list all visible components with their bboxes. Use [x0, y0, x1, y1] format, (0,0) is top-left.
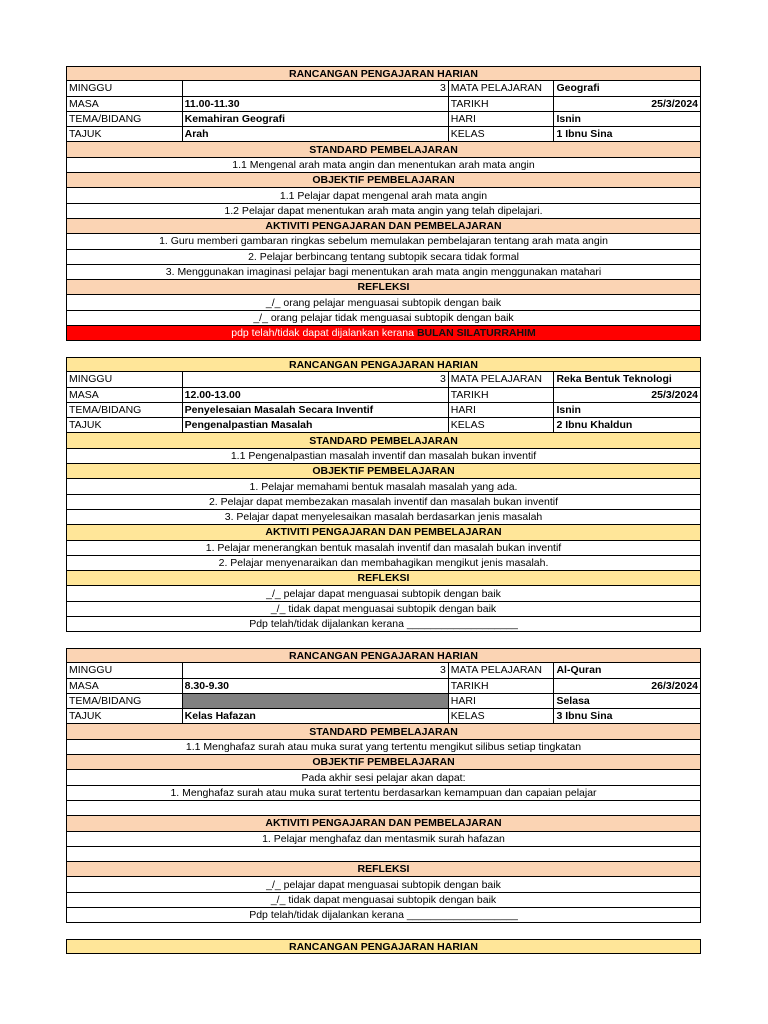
lesson-plan-4	[66, 939, 701, 954]
refleksi-item: _/_ pelajar dapat menguasai subtopik dengan baik	[66, 586, 701, 601]
mata-pelajaran-label: MATA PELAJARAN	[449, 663, 555, 677]
plan-title: RANCANGAN PENGAJARAN HARIAN	[66, 357, 701, 372]
minggu-label: MINGGU	[67, 81, 183, 95]
aktiviti-item: 2. Pelajar berbincang tentang subtopik secara tidak formal	[66, 250, 701, 265]
objektif-item-blank	[66, 801, 701, 816]
aktiviti-item-blank	[66, 847, 701, 862]
plan-title: RANCANGAN PENGAJARAN HARIAN	[66, 648, 701, 663]
hari-value: Isnin	[556, 404, 581, 417]
tarikh-value: 25/3/2024	[651, 97, 698, 110]
mata-pelajaran-label: MATA PELAJARAN	[449, 372, 555, 386]
objektif-item: 1.2 Pelajar dapat menentukan arah mata angin yang telah dipelajari.	[66, 204, 701, 219]
pdp-note: Pdp telah/tidak dijalankan kerana ___________________	[66, 617, 701, 632]
standard-heading: STANDARD PEMBELAJARAN	[66, 142, 701, 157]
aktiviti-heading: AKTIVITI PENGAJARAN DAN PEMBELAJARAN	[66, 219, 701, 234]
refleksi-item: _/_ tidak dapat menguasai subtopik dengan baik	[66, 893, 701, 908]
lesson-plan-1	[66, 66, 701, 341]
refleksi-item: _/_ orang pelajar menguasai subtopik dengan baik	[66, 295, 701, 310]
aktiviti-item: 1. Guru memberi gambaran ringkas sebelum memulakan pembelajaran tentang arah mata angin	[66, 234, 701, 249]
objektif-item: 1. Menghafaz surah atau muka surat tertentu berdasarkan kemampuan dan capaian pelajar	[66, 786, 701, 801]
masa-value: 11.00-11.30	[183, 97, 449, 111]
tarikh-label: TARIKH	[449, 679, 555, 693]
minggu-label: MINGGU	[67, 372, 183, 386]
tema-value	[183, 694, 449, 708]
tarikh-value: 26/3/2024	[651, 679, 698, 692]
standard-item: 1.1 Pengenalpastian masalah inventif dan masalah bukan inventif	[66, 449, 701, 464]
kelas-value: 3 Ibnu Sina	[556, 710, 613, 723]
objektif-heading: OBJEKTIF PEMBELAJARAN	[66, 755, 701, 770]
refleksi-heading: REFLEKSI	[66, 862, 701, 877]
minggu-label: MINGGU	[67, 663, 183, 677]
mata-pelajaran-value: Geografi	[556, 82, 600, 95]
kelas-label: KELAS	[449, 418, 555, 432]
kelas-value: 2 Ibnu Khaldun	[556, 419, 633, 432]
tarikh-label: TARIKH	[449, 388, 555, 402]
kelas-label: KELAS	[449, 709, 555, 723]
objektif-item: 2. Pelajar dapat membezakan masalah inventif dan masalah bukan inventif	[66, 495, 701, 510]
minggu-value: 3	[183, 81, 449, 95]
tema-value: Kemahiran Geografi	[183, 112, 449, 126]
tajuk-value: Kelas Hafazan	[183, 709, 449, 723]
standard-heading: STANDARD PEMBELAJARAN	[66, 433, 701, 448]
refleksi-item: _/_ pelajar dapat menguasai subtopik dengan baik	[66, 877, 701, 892]
refleksi-heading: REFLEKSI	[66, 280, 701, 295]
standard-item: 1.1 Menghafaz surah atau muka surat yang tertentu mengikut silibus setiap tingkatan	[66, 740, 701, 755]
kelas-label: KELAS	[449, 127, 555, 141]
refleksi-item: _/_ tidak dapat menguasai subtopik dengan baik	[66, 602, 701, 617]
refleksi-heading: REFLEKSI	[66, 571, 701, 586]
objektif-item: 3. Pelajar dapat menyelesaikan masalah berdasarkan jenis masalah	[66, 510, 701, 525]
tarikh-value: 25/3/2024	[651, 388, 698, 401]
mata-pelajaran-value: Reka Bentuk Teknologi	[556, 373, 672, 386]
standard-item: 1.1 Mengenal arah mata angin dan menentukan arah mata angin	[66, 158, 701, 173]
kelas-value: 1 Ibnu Sina	[556, 128, 613, 141]
hari-label: HARI	[449, 403, 555, 417]
masa-label: MASA	[67, 388, 183, 402]
tema-value: Penyelesaian Masalah Secara Inventif	[183, 403, 449, 417]
tajuk-label: TAJUK	[67, 709, 183, 723]
hari-label: HARI	[449, 694, 555, 708]
aktiviti-heading: AKTIVITI PENGAJARAN DAN PEMBELAJARAN	[66, 816, 701, 831]
tarikh-label: TARIKH	[449, 97, 555, 111]
tema-label: TEMA/BIDANG	[67, 403, 183, 417]
hari-label: HARI	[449, 112, 555, 126]
masa-label: MASA	[67, 679, 183, 693]
tema-label: TEMA/BIDANG	[67, 112, 183, 126]
tajuk-label: TAJUK	[67, 418, 183, 432]
objektif-heading: OBJEKTIF PEMBELAJARAN	[66, 173, 701, 188]
objektif-item: Pada akhir sesi pelajar akan dapat:	[66, 770, 701, 785]
objektif-item: 1. Pelajar memahami bentuk masalah masalah yang ada.	[66, 479, 701, 494]
objektif-item: 1.1 Pelajar dapat mengenal arah mata angin	[66, 188, 701, 203]
minggu-value: 3	[183, 663, 449, 677]
masa-value: 8.30-9.30	[183, 679, 449, 693]
lesson-plan-3	[66, 648, 701, 923]
minggu-value: 3	[183, 372, 449, 386]
pdp-note-reason: BULAN SILATURRAHIM	[416, 327, 536, 340]
tema-label: TEMA/BIDANG	[67, 694, 183, 708]
aktiviti-item: 3. Menggunakan imaginasi pelajar bagi menentukan arah mata angin menggunakan matahari	[66, 265, 701, 280]
plan-title: RANCANGAN PENGAJARAN HARIAN	[66, 939, 701, 954]
hari-value: Isnin	[556, 113, 581, 126]
tajuk-value: Pengenalpastian Masalah	[183, 418, 449, 432]
aktiviti-item: 2. Pelajar menyenaraikan dan membahagikan mengikut jenis masalah.	[66, 556, 701, 571]
plan-title: RANCANGAN PENGAJARAN HARIAN	[66, 66, 701, 81]
tajuk-value: Arah	[183, 127, 449, 141]
masa-label: MASA	[67, 97, 183, 111]
refleksi-item: _/_ orang pelajar tidak menguasai subtopik dengan baik	[66, 311, 701, 326]
mata-pelajaran-label: MATA PELAJARAN	[449, 81, 555, 95]
pdp-note-text: pdp telah/tidak dapat dijalankan kerana	[231, 327, 414, 340]
masa-value: 12.00-13.00	[183, 388, 449, 402]
aktiviti-item: 1. Pelajar menerangkan bentuk masalah inventif dan masalah bukan inventif	[66, 541, 701, 556]
objektif-heading: OBJEKTIF PEMBELAJARAN	[66, 464, 701, 479]
mata-pelajaran-value: Al-Quran	[556, 664, 602, 677]
pdp-note	[66, 326, 701, 341]
lesson-plan-2	[66, 357, 701, 632]
standard-heading: STANDARD PEMBELAJARAN	[66, 724, 701, 739]
aktiviti-item: 1. Pelajar menghafaz dan mentasmik surah hafazan	[66, 832, 701, 847]
tajuk-label: TAJUK	[67, 127, 183, 141]
hari-value: Selasa	[556, 695, 590, 708]
pdp-note: Pdp telah/tidak dijalankan kerana ___________________	[66, 908, 701, 923]
aktiviti-heading: AKTIVITI PENGAJARAN DAN PEMBELAJARAN	[66, 525, 701, 540]
